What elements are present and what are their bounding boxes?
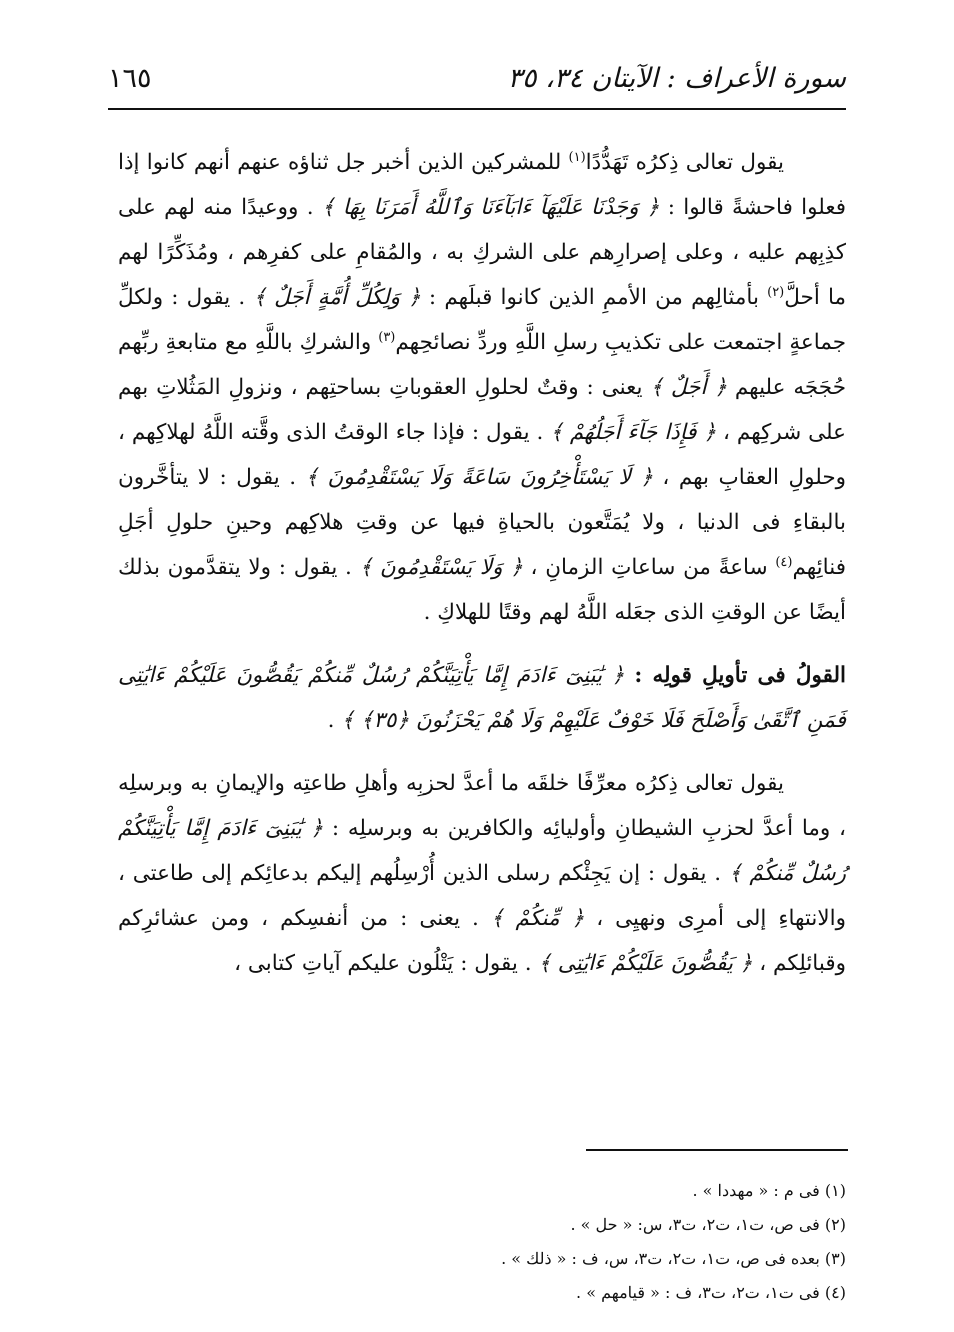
text-run: . يقول : ولا يتقدَّمون بذلك أيضًا عن الوقتِ الذى جعَله اللَّهُ لهم وقتًا للهلاكِ . bbox=[118, 555, 846, 625]
quran-quote: ﴿ يَقُصُّونَ عَلَيْكُمْ ءَايَٰتِى ﴾ bbox=[538, 951, 753, 976]
footnote-4: (٤) فى ت١، ت٢، ت٣، ف : « قيامهم » . bbox=[576, 1283, 846, 1302]
text-run: . يقول : إن يَجِئْكم رسلى الذين أُرْسِلُهم إليكم بدعائِكم إلى طاعتى ، والانتهاءِ إلى أمرِى ونهيِى ، bbox=[118, 861, 846, 931]
quran-quote: ﴿ لَا يَسْتَأْخِرُونَ سَاعَةً وَلَا يَسْتَقْدِمُونَ ﴾ bbox=[305, 465, 653, 490]
quran-quote: ﴿ وَلَا يَسْتَقْدِمُونَ ﴾ bbox=[359, 555, 523, 580]
page-number: ١٦٥ bbox=[108, 62, 152, 94]
text-run: والشركِ باللَّهِ مع متابعةِ ربِّهم حُجَجَه عليهم bbox=[118, 330, 846, 400]
footnote-3: (٣) بعده فى ص، ت١، ت٢، ت٣، س، ف : « ذلك » . bbox=[501, 1249, 846, 1268]
quran-quote: ﴿ يَٰبَنِىٓ ءَادَمَ إِمَّا يَأْتِيَنَّكُمْ رُسُلٌ مِّنكُمْ ﴾ bbox=[118, 816, 846, 886]
quran-quote: ﴿ مِّنكُمْ ﴾ bbox=[490, 906, 585, 931]
quran-quote: ﴿ فَإِذَا جَآءَ أَجَلُهُمْ ﴾ bbox=[550, 420, 717, 445]
paragraph-commentary-1 bbox=[118, 140, 846, 635]
text-run: . يقول : يَتْلُون عليكم آياتِ كتابى ، bbox=[234, 951, 539, 976]
text-run: . ووعيدًا منه لهم على كذِبِهم عليه ، وعلى إصرارِهم على الشركِ به ، والمُقامِ على كفرِهم ، ومُذَكِّرًا لهم ما أحلَّ bbox=[118, 195, 847, 310]
running-title: سورة الأعراف : الآيتان ٣٤، ٣٥ bbox=[507, 62, 846, 94]
text-run: للمشركين الذين أخبر جل ثناؤه عنهم أنهم كانوا إذا فعلوا فاحشةً قالوا : bbox=[118, 150, 847, 220]
text-run: بأمثالِهم من الأممِ الذين كانوا قبلَهم : bbox=[420, 285, 768, 310]
footnote-2: (٢) فى ص، ت١، ت٢، ت٣، س: « حل » . bbox=[570, 1215, 846, 1234]
text-run: يعنى : وقتٌ لحلولِ العقوباتِ بساحتِهم ، ونزولِ المَثُلاتِ بهم على شركِهم ، bbox=[118, 375, 847, 445]
section-heading-lead: القولُ فى تأويلِ قولِه : bbox=[624, 663, 846, 688]
quran-quote: ﴿ وَلِكُلِّ أُمَّةٍ أَجَلٌ ﴾ bbox=[253, 285, 421, 310]
text-run: . يقول : ولكلِّ جماعةٍ اجتمعت على تكذيبِ رسلِ اللَّهِ وردِّ نصائحِهم bbox=[118, 285, 846, 355]
quran-quote: ﴿ أَجَلٌ ﴾ bbox=[650, 375, 727, 400]
footnote-ref-4: (٤) bbox=[775, 554, 793, 570]
footnote-rule bbox=[586, 1149, 848, 1151]
paragraph-commentary-2 bbox=[118, 761, 846, 986]
text-run: ساعةً من ساعاتِ الزمانِ ، bbox=[522, 555, 776, 580]
text-run: . يعنى : من أنفسِكم ، ومن عشائرِكم وقبائلِكم ، bbox=[118, 906, 846, 976]
footnote-ref-1: (١) bbox=[568, 149, 586, 165]
section-heading bbox=[118, 653, 846, 743]
footnote-ref-3: (٣) bbox=[378, 329, 396, 345]
quran-quote: ﴿ وَجَدْنَا عَلَيْهَآ ءَابَآءَنَا وَٱللَّهُ أَمَرَنَا بِهَا ﴾ bbox=[321, 195, 660, 220]
text-run: . يقول : لا يتأخَّرون بالبقاءِ فى الدنيا ، ولا يُمَتَّعون بالحياةِ فيها عن وقتِ هلاكِهم وحينِ حلولِ أجَلِ فنائِهم bbox=[118, 465, 846, 580]
text-run: . يقول : فإذا جاء الوقتُ الذى وقَّته اللَّهُ لهلاكِهم ، وحلولِ العقابِ بهم ، bbox=[118, 420, 846, 490]
footnote-1: (١) فى م : « مهددا » . bbox=[692, 1181, 846, 1200]
page-header bbox=[108, 52, 846, 104]
section-heading-verse: ﴿ يَٰبَنِىٓ ءَادَمَ إِمَّا يَأْتِيَنَّكُمْ رُسُلٌ مِّنكُمْ يَقُصُّونَ عَلَيْكُمْ ءَايَٰتِى فَمَنِ ٱتَّقَىٰ وَأَصْلَحَ فَلَا خَوْفٌ عَلَيْهِمْ وَلَا هُمْ يَحْزَنُونَ ﴿٣٥﴾ ﴾ bbox=[118, 663, 846, 733]
text-run: . bbox=[327, 708, 342, 733]
text-run: يقول تعالى ذِكرُه تَهَدُّدًا bbox=[585, 150, 784, 175]
text-run: يقول تعالى ذِكرُه معرِّفًا خلقَه ما أعدَّ لحزبِه وأهلِ طاعتِه والإيمانِ به وبرسلِه ، وما أعدَّ لحزبِ الشيطانِ وأوليائِه والكافرين به وبرسلِه : bbox=[118, 771, 846, 841]
footnotes bbox=[118, 1174, 846, 1310]
body-text bbox=[118, 140, 846, 986]
header-rule bbox=[108, 108, 846, 110]
footnote-ref-2: (٢) bbox=[767, 284, 785, 300]
